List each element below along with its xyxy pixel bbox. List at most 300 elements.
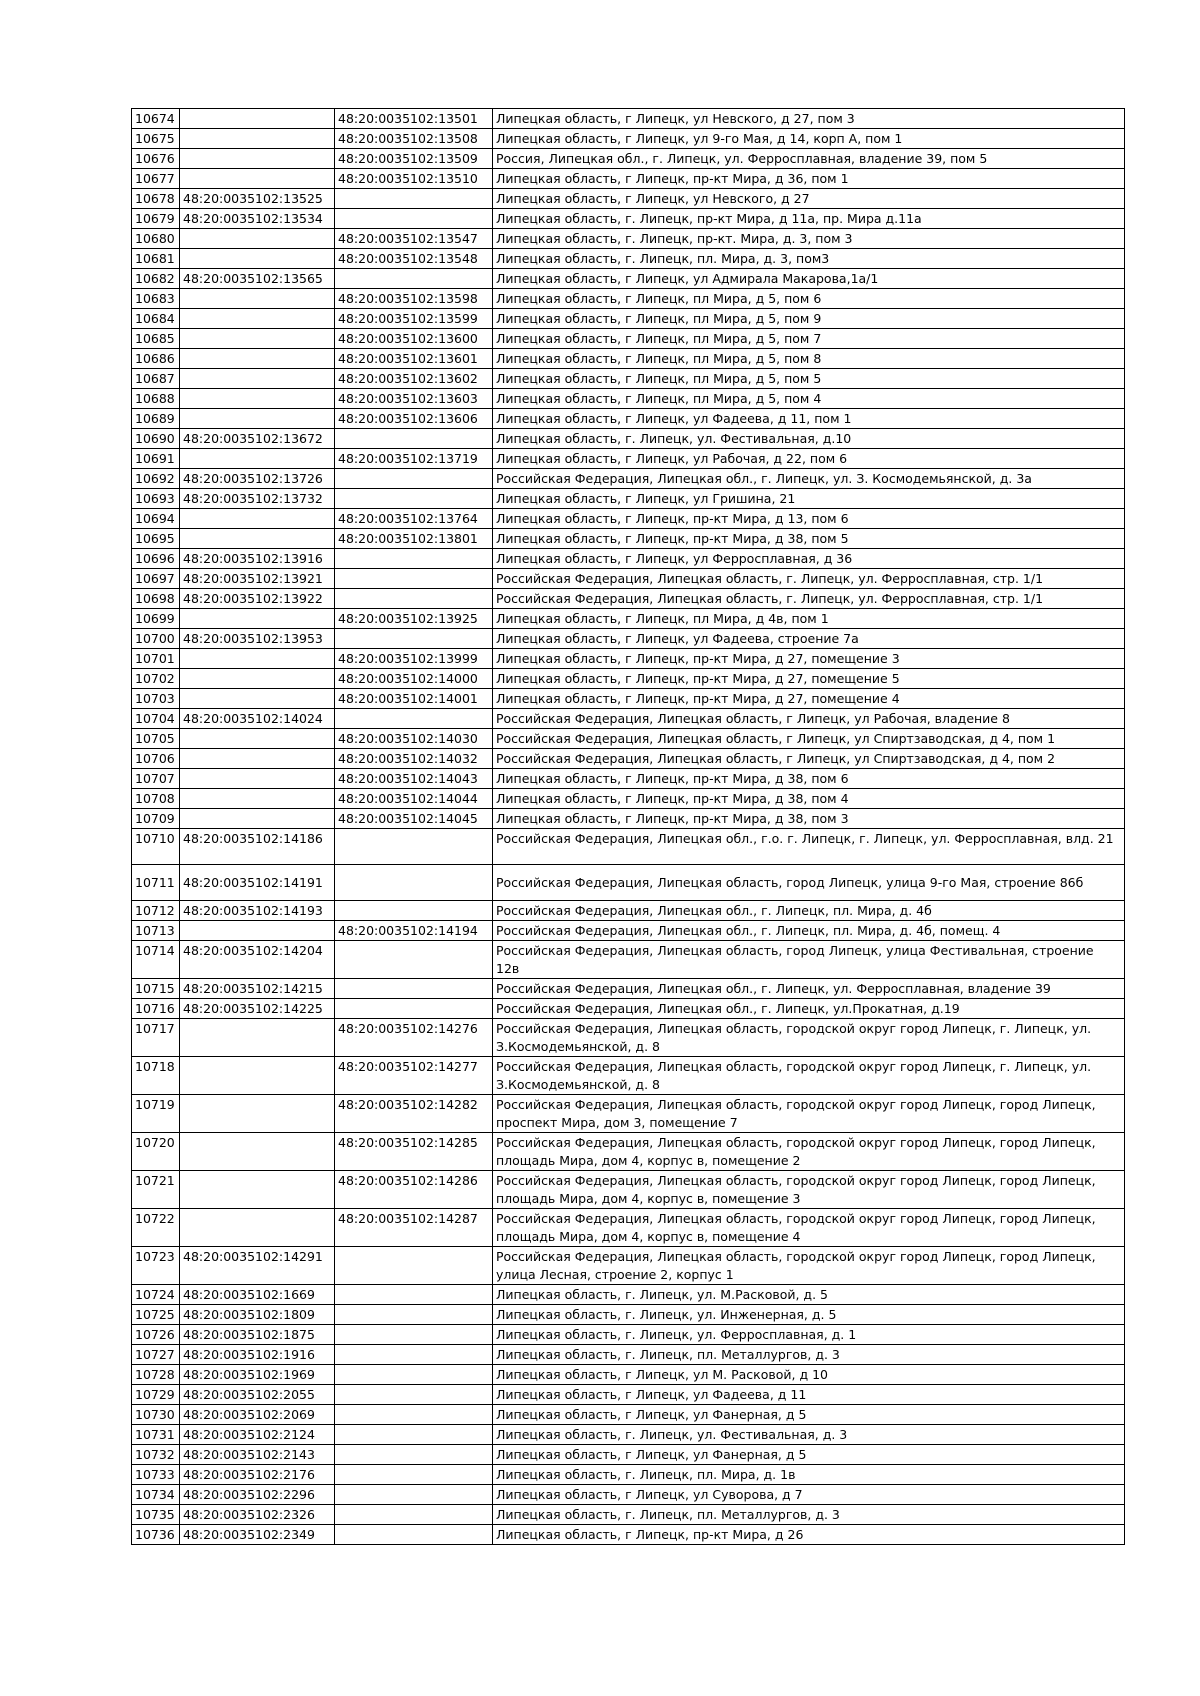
building-cadastral-number-cell (180, 789, 335, 809)
address-cell: Липецкая область, г Липецк, пр-кт Мира, д 27, помещение 3 (493, 649, 1125, 669)
premises-cadastral-number-cell: 48:20:0035102:13719 (335, 449, 493, 469)
building-cadastral-number-cell (180, 389, 335, 409)
premises-cadastral-number-cell: 48:20:0035102:14194 (335, 921, 493, 941)
building-cadastral-number-cell (180, 749, 335, 769)
property-registry-table (131, 108, 1125, 1545)
building-cadastral-number-cell (180, 149, 335, 169)
row-number-cell: 10694 (132, 509, 180, 529)
address-cell: Липецкая область, г Липецк, ул Рабочая, д 22, пом 6 (493, 449, 1125, 469)
address-cell: Липецкая область, г. Липецк, пл. Мира, д. 1в (493, 1465, 1125, 1485)
table-row (132, 999, 1125, 1019)
table-row (132, 549, 1125, 569)
table-row (132, 1247, 1125, 1285)
building-cadastral-number-cell: 48:20:0035102:14193 (180, 901, 335, 921)
row-number-cell: 10697 (132, 569, 180, 589)
address-cell: Липецкая область, г Липецк, ул Фанерная, д 5 (493, 1405, 1125, 1425)
premises-cadastral-number-cell (335, 1425, 493, 1445)
premises-cadastral-number-cell: 48:20:0035102:14277 (335, 1057, 493, 1095)
row-number-cell: 10696 (132, 549, 180, 569)
row-number-cell: 10732 (132, 1445, 180, 1465)
row-number-cell: 10695 (132, 529, 180, 549)
building-cadastral-number-cell (180, 309, 335, 329)
building-cadastral-number-cell: 48:20:0035102:1669 (180, 1285, 335, 1305)
premises-cadastral-number-cell (335, 429, 493, 449)
premises-cadastral-number-cell (335, 1405, 493, 1425)
address-cell: Российская Федерация, Липецкая обл., г. Липецк, ул.Прокатная, д.19 (493, 999, 1125, 1019)
table-row (132, 409, 1125, 429)
premises-cadastral-number-cell (335, 941, 493, 979)
address-cell: Липецкая область, г Липецк, пр-кт Мира, д 13, пом 6 (493, 509, 1125, 529)
building-cadastral-number-cell (180, 529, 335, 549)
building-cadastral-number-cell (180, 669, 335, 689)
premises-cadastral-number-cell (335, 999, 493, 1019)
table-row (132, 1345, 1125, 1365)
building-cadastral-number-cell: 48:20:0035102:13565 (180, 269, 335, 289)
premises-cadastral-number-cell: 48:20:0035102:14286 (335, 1171, 493, 1209)
row-number-cell: 10706 (132, 749, 180, 769)
row-number-cell: 10690 (132, 429, 180, 449)
premises-cadastral-number-cell: 48:20:0035102:13509 (335, 149, 493, 169)
premises-cadastral-number-cell: 48:20:0035102:13603 (335, 389, 493, 409)
row-number-cell: 10725 (132, 1305, 180, 1325)
building-cadastral-number-cell (180, 169, 335, 189)
building-cadastral-number-cell (180, 1209, 335, 1247)
address-cell: Российская Федерация, Липецкая область, г Липецк, ул Рабочая, владение 8 (493, 709, 1125, 729)
premises-cadastral-number-cell (335, 1505, 493, 1525)
table-row (132, 509, 1125, 529)
address-cell: Липецкая область, г Липецк, ул М. Расковой, д 10 (493, 1365, 1125, 1385)
premises-cadastral-number-cell: 48:20:0035102:13510 (335, 169, 493, 189)
row-number-cell: 10675 (132, 129, 180, 149)
address-cell: Липецкая область, г Липецк, ул Невского, д 27 (493, 189, 1125, 209)
row-number-cell: 10723 (132, 1247, 180, 1285)
table-row (132, 1485, 1125, 1505)
premises-cadastral-number-cell (335, 979, 493, 999)
address-cell: Липецкая область, г Липецк, ул Фадеева, строение 7а (493, 629, 1125, 649)
address-cell: Российская Федерация, Липецкая область, городской округ город Липецк, город Липецк, улица Лесная, строение 2, корпус 1 (493, 1247, 1125, 1285)
table-row (132, 941, 1125, 979)
address-cell: Российская Федерация, Липецкая область, город Липецк, улица 9-го Мая, строение 86б (493, 865, 1125, 901)
table-row (132, 209, 1125, 229)
table-row (132, 829, 1125, 865)
table-row (132, 1505, 1125, 1525)
address-cell: Липецкая область, г Липецк, ул Суворова, д 7 (493, 1485, 1125, 1505)
premises-cadastral-number-cell: 48:20:0035102:14282 (335, 1095, 493, 1133)
building-cadastral-number-cell: 48:20:0035102:14191 (180, 865, 335, 901)
table-row (132, 109, 1125, 129)
row-number-cell: 10721 (132, 1171, 180, 1209)
row-number-cell: 10679 (132, 209, 180, 229)
row-number-cell: 10715 (132, 979, 180, 999)
row-number-cell: 10703 (132, 689, 180, 709)
premises-cadastral-number-cell: 48:20:0035102:13599 (335, 309, 493, 329)
row-number-cell: 10724 (132, 1285, 180, 1305)
table-row (132, 389, 1125, 409)
premises-cadastral-number-cell: 48:20:0035102:13764 (335, 509, 493, 529)
table-row (132, 769, 1125, 789)
premises-cadastral-number-cell: 48:20:0035102:14032 (335, 749, 493, 769)
table-row (132, 369, 1125, 389)
row-number-cell: 10689 (132, 409, 180, 429)
row-number-cell: 10688 (132, 389, 180, 409)
address-cell: Российская Федерация, Липецкая обл., г. Липецк, пл. Мира, д. 4б (493, 901, 1125, 921)
address-cell: Российская Федерация, Липецкая область, город Липецк, улица Фестивальная, строение 12в (493, 941, 1125, 979)
building-cadastral-number-cell (180, 729, 335, 749)
address-cell: Липецкая область, г Липецк, пл Мира, д 5, пом 7 (493, 329, 1125, 349)
building-cadastral-number-cell (180, 109, 335, 129)
table-row (132, 289, 1125, 309)
address-cell: Липецкая область, г Липецк, ул Гришина, 21 (493, 489, 1125, 509)
address-cell: Липецкая область, г. Липецк, ул. Фестивальная, д.10 (493, 429, 1125, 449)
row-number-cell: 10728 (132, 1365, 180, 1385)
building-cadastral-number-cell (180, 349, 335, 369)
building-cadastral-number-cell (180, 289, 335, 309)
building-cadastral-number-cell: 48:20:0035102:13916 (180, 549, 335, 569)
table-row (132, 489, 1125, 509)
address-cell: Липецкая область, г Липецк, пл Мира, д 5, пом 6 (493, 289, 1125, 309)
building-cadastral-number-cell: 48:20:0035102:1875 (180, 1325, 335, 1345)
building-cadastral-number-cell (180, 369, 335, 389)
row-number-cell: 10704 (132, 709, 180, 729)
row-number-cell: 10730 (132, 1405, 180, 1425)
address-cell: Российская Федерация, Липецкая область, городской округ город Липецк, г. Липецк, ул. З.Космодемьянской, д. 8 (493, 1019, 1125, 1057)
table-row (132, 429, 1125, 449)
row-number-cell: 10683 (132, 289, 180, 309)
table-row (132, 901, 1125, 921)
row-number-cell: 10680 (132, 229, 180, 249)
table-row (132, 529, 1125, 549)
row-number-cell: 10729 (132, 1385, 180, 1405)
row-number-cell: 10716 (132, 999, 180, 1019)
premises-cadastral-number-cell (335, 1365, 493, 1385)
row-number-cell: 10677 (132, 169, 180, 189)
row-number-cell: 10710 (132, 829, 180, 865)
table-row (132, 789, 1125, 809)
premises-cadastral-number-cell: 48:20:0035102:13801 (335, 529, 493, 549)
address-cell: Липецкая область, г Липецк, пл Мира, д 4в, пом 1 (493, 609, 1125, 629)
address-cell: Липецкая область, г. Липецк, ул. Инженерная, д. 5 (493, 1305, 1125, 1325)
building-cadastral-number-cell: 48:20:0035102:13921 (180, 569, 335, 589)
table-row (132, 865, 1125, 901)
row-number-cell: 10676 (132, 149, 180, 169)
table-row (132, 1171, 1125, 1209)
row-number-cell: 10705 (132, 729, 180, 749)
premises-cadastral-number-cell (335, 1465, 493, 1485)
building-cadastral-number-cell: 48:20:0035102:2069 (180, 1405, 335, 1425)
building-cadastral-number-cell (180, 689, 335, 709)
building-cadastral-number-cell (180, 921, 335, 941)
table-row (132, 149, 1125, 169)
address-cell: Липецкая область, г Липецк, пл Мира, д 5, пом 9 (493, 309, 1125, 329)
table-row (132, 329, 1125, 349)
building-cadastral-number-cell: 48:20:0035102:14215 (180, 979, 335, 999)
table-row (132, 1305, 1125, 1325)
row-number-cell: 10684 (132, 309, 180, 329)
table-row (132, 309, 1125, 329)
premises-cadastral-number-cell (335, 1385, 493, 1405)
table-row (132, 1325, 1125, 1345)
address-cell: Липецкая область, г Липецк, пр-кт Мира, д 26 (493, 1525, 1125, 1545)
table-row (132, 1465, 1125, 1485)
premises-cadastral-number-cell (335, 1247, 493, 1285)
row-number-cell: 10726 (132, 1325, 180, 1345)
premises-cadastral-number-cell (335, 1285, 493, 1305)
premises-cadastral-number-cell: 48:20:0035102:14001 (335, 689, 493, 709)
row-number-cell: 10714 (132, 941, 180, 979)
address-cell: Липецкая область, г Липецк, пр-кт Мира, д 38, пом 4 (493, 789, 1125, 809)
premises-cadastral-number-cell (335, 549, 493, 569)
premises-cadastral-number-cell (335, 269, 493, 289)
building-cadastral-number-cell (180, 609, 335, 629)
building-cadastral-number-cell: 48:20:0035102:14186 (180, 829, 335, 865)
premises-cadastral-number-cell: 48:20:0035102:13602 (335, 369, 493, 389)
premises-cadastral-number-cell: 48:20:0035102:13547 (335, 229, 493, 249)
building-cadastral-number-cell (180, 1133, 335, 1171)
row-number-cell: 10718 (132, 1057, 180, 1095)
row-number-cell: 10717 (132, 1019, 180, 1057)
table-row (132, 749, 1125, 769)
building-cadastral-number-cell: 48:20:0035102:2176 (180, 1465, 335, 1485)
row-number-cell: 10731 (132, 1425, 180, 1445)
address-cell: Липецкая область, г Липецк, пр-кт Мира, д 27, помещение 4 (493, 689, 1125, 709)
address-cell: Липецкая область, г. Липецк, пл. Металлургов, д. 3 (493, 1505, 1125, 1525)
building-cadastral-number-cell: 48:20:0035102:14024 (180, 709, 335, 729)
row-number-cell: 10693 (132, 489, 180, 509)
address-cell: Липецкая область, г Липецк, пл Мира, д 5, пом 4 (493, 389, 1125, 409)
premises-cadastral-number-cell: 48:20:0035102:13598 (335, 289, 493, 309)
building-cadastral-number-cell (180, 249, 335, 269)
row-number-cell: 10736 (132, 1525, 180, 1545)
table-row (132, 1095, 1125, 1133)
address-cell: Липецкая область, г Липецк, пр-кт Мира, д 27, помещение 5 (493, 669, 1125, 689)
address-cell: Липецкая область, г Липецк, пл Мира, д 5, пом 8 (493, 349, 1125, 369)
premises-cadastral-number-cell: 48:20:0035102:14287 (335, 1209, 493, 1247)
address-cell: Липецкая область, г. Липецк, пр-кт Мира, д 11а, пр. Мира д.11а (493, 209, 1125, 229)
table-row (132, 1133, 1125, 1171)
building-cadastral-number-cell (180, 129, 335, 149)
table-row (132, 1019, 1125, 1057)
premises-cadastral-number-cell (335, 829, 493, 865)
premises-cadastral-number-cell: 48:20:0035102:13925 (335, 609, 493, 629)
address-cell: Липецкая область, г Липецк, пр-кт Мира, д 38, пом 5 (493, 529, 1125, 549)
address-cell: Российская Федерация, Липецкая область, городской округ город Липецк, город Липецк, площадь Мира, дом 4, корпус в, помещение 3 (493, 1171, 1125, 1209)
building-cadastral-number-cell (180, 1171, 335, 1209)
row-number-cell: 10713 (132, 921, 180, 941)
row-number-cell: 10702 (132, 669, 180, 689)
building-cadastral-number-cell: 48:20:0035102:13732 (180, 489, 335, 509)
building-cadastral-number-cell (180, 1019, 335, 1057)
premises-cadastral-number-cell (335, 629, 493, 649)
address-cell: Липецкая область, г Липецк, пр-кт Мира, д 36, пом 1 (493, 169, 1125, 189)
row-number-cell: 10678 (132, 189, 180, 209)
premises-cadastral-number-cell (335, 489, 493, 509)
table-row (132, 469, 1125, 489)
premises-cadastral-number-cell (335, 1325, 493, 1345)
premises-cadastral-number-cell (335, 901, 493, 921)
premises-cadastral-number-cell: 48:20:0035102:13999 (335, 649, 493, 669)
building-cadastral-number-cell: 48:20:0035102:2124 (180, 1425, 335, 1445)
table-row (132, 809, 1125, 829)
address-cell: Липецкая область, г Липецк, пл Мира, д 5, пом 5 (493, 369, 1125, 389)
row-number-cell: 10709 (132, 809, 180, 829)
row-number-cell: 10692 (132, 469, 180, 489)
row-number-cell: 10698 (132, 589, 180, 609)
premises-cadastral-number-cell (335, 569, 493, 589)
address-cell: Липецкая область, г Липецк, пр-кт Мира, д 38, пом 3 (493, 809, 1125, 829)
table-row (132, 189, 1125, 209)
building-cadastral-number-cell: 48:20:0035102:13922 (180, 589, 335, 609)
premises-cadastral-number-cell: 48:20:0035102:14045 (335, 809, 493, 829)
address-cell: Липецкая область, г. Липецк, пл. Металлургов, д. 3 (493, 1345, 1125, 1365)
address-cell: Липецкая область, г Липецк, ул Фанерная, д 5 (493, 1445, 1125, 1465)
row-number-cell: 10700 (132, 629, 180, 649)
address-cell: Липецкая область, г Липецк, пр-кт Мира, д 38, пом 6 (493, 769, 1125, 789)
premises-cadastral-number-cell (335, 1445, 493, 1465)
address-cell: Российская Федерация, Липецкая область, г Липецк, ул Спиртзаводская, д 4, пом 2 (493, 749, 1125, 769)
table-row (132, 1365, 1125, 1385)
address-cell: Липецкая область, г. Липецк, пл. Мира, д. 3, пом3 (493, 249, 1125, 269)
table-row (132, 1445, 1125, 1465)
row-number-cell: 10719 (132, 1095, 180, 1133)
row-number-cell: 10699 (132, 609, 180, 629)
table-row (132, 689, 1125, 709)
table-row (132, 1385, 1125, 1405)
premises-cadastral-number-cell: 48:20:0035102:13601 (335, 349, 493, 369)
row-number-cell: 10712 (132, 901, 180, 921)
building-cadastral-number-cell (180, 329, 335, 349)
building-cadastral-number-cell: 48:20:0035102:13525 (180, 189, 335, 209)
address-cell: Российская Федерация, Липецкая область, г Липецк, ул Спиртзаводская, д 4, пом 1 (493, 729, 1125, 749)
table-row (132, 129, 1125, 149)
premises-cadastral-number-cell (335, 209, 493, 229)
row-number-cell: 10674 (132, 109, 180, 129)
building-cadastral-number-cell: 48:20:0035102:13534 (180, 209, 335, 229)
address-cell: Российская Федерация, Липецкая область, городской округ город Липецк, город Липецк, проспект Мира, дом 3, помещение 7 (493, 1095, 1125, 1133)
table-row (132, 729, 1125, 749)
address-cell: Липецкая область, г Липецк, ул Фадеева, д 11 (493, 1385, 1125, 1405)
premises-cadastral-number-cell: 48:20:0035102:13548 (335, 249, 493, 269)
building-cadastral-number-cell: 48:20:0035102:2055 (180, 1385, 335, 1405)
row-number-cell: 10707 (132, 769, 180, 789)
table-row (132, 589, 1125, 609)
premises-cadastral-number-cell: 48:20:0035102:13606 (335, 409, 493, 429)
row-number-cell: 10722 (132, 1209, 180, 1247)
building-cadastral-number-cell: 48:20:0035102:2349 (180, 1525, 335, 1545)
premises-cadastral-number-cell (335, 709, 493, 729)
building-cadastral-number-cell: 48:20:0035102:1969 (180, 1365, 335, 1385)
premises-cadastral-number-cell: 48:20:0035102:14044 (335, 789, 493, 809)
address-cell: Липецкая область, г. Липецк, пр-кт. Мира, д. 3, пом 3 (493, 229, 1125, 249)
building-cadastral-number-cell (180, 809, 335, 829)
premises-cadastral-number-cell: 48:20:0035102:14276 (335, 1019, 493, 1057)
row-number-cell: 10681 (132, 249, 180, 269)
building-cadastral-number-cell: 48:20:0035102:1916 (180, 1345, 335, 1365)
address-cell: Липецкая область, г. Липецк, ул. Фестивальная, д. 3 (493, 1425, 1125, 1445)
address-cell: Российская Федерация, Липецкая обл., г. Липецк, ул. З. Космодемьянской, д. 3а (493, 469, 1125, 489)
table-row (132, 1209, 1125, 1247)
building-cadastral-number-cell: 48:20:0035102:2296 (180, 1485, 335, 1505)
premises-cadastral-number-cell (335, 189, 493, 209)
building-cadastral-number-cell: 48:20:0035102:14291 (180, 1247, 335, 1285)
row-number-cell: 10686 (132, 349, 180, 369)
row-number-cell: 10734 (132, 1485, 180, 1505)
table-row (132, 169, 1125, 189)
table-row (132, 449, 1125, 469)
building-cadastral-number-cell (180, 449, 335, 469)
building-cadastral-number-cell: 48:20:0035102:2326 (180, 1505, 335, 1525)
address-cell: Российская Федерация, Липецкая обл., г. Липецк, пл. Мира, д. 4б, помещ. 4 (493, 921, 1125, 941)
table-row (132, 979, 1125, 999)
table-row (132, 629, 1125, 649)
building-cadastral-number-cell (180, 1057, 335, 1095)
premises-cadastral-number-cell (335, 1485, 493, 1505)
row-number-cell: 10685 (132, 329, 180, 349)
row-number-cell: 10708 (132, 789, 180, 809)
premises-cadastral-number-cell: 48:20:0035102:13501 (335, 109, 493, 129)
premises-cadastral-number-cell (335, 1525, 493, 1545)
premises-cadastral-number-cell: 48:20:0035102:14000 (335, 669, 493, 689)
table-row (132, 269, 1125, 289)
row-number-cell: 10735 (132, 1505, 180, 1525)
table-row (132, 921, 1125, 941)
row-number-cell: 10711 (132, 865, 180, 901)
address-cell: Липецкая область, г Липецк, ул Невского, д 27, пом 3 (493, 109, 1125, 129)
building-cadastral-number-cell (180, 409, 335, 429)
premises-cadastral-number-cell: 48:20:0035102:13508 (335, 129, 493, 149)
address-cell: Российская Федерация, Липецкая область, городской округ город Липецк, г. Липецк, ул. З.Космодемьянской, д. 8 (493, 1057, 1125, 1095)
building-cadastral-number-cell (180, 229, 335, 249)
address-cell: Липецкая область, г. Липецк, ул. М.Расковой, д. 5 (493, 1285, 1125, 1305)
row-number-cell: 10701 (132, 649, 180, 669)
premises-cadastral-number-cell: 48:20:0035102:14043 (335, 769, 493, 789)
premises-cadastral-number-cell (335, 589, 493, 609)
address-cell: Российская Федерация, Липецкая область, городской округ город Липецк, город Липецк, площадь Мира, дом 4, корпус в, помещение 4 (493, 1209, 1125, 1247)
table-body (132, 109, 1125, 1545)
row-number-cell: 10733 (132, 1465, 180, 1485)
premises-cadastral-number-cell (335, 865, 493, 901)
building-cadastral-number-cell (180, 509, 335, 529)
address-cell: Российская Федерация, Липецкая обл., г. Липецк, ул. Ферросплавная, владение 39 (493, 979, 1125, 999)
address-cell: Российская Федерация, Липецкая область, г. Липецк, ул. Ферросплавная, стр. 1/1 (493, 589, 1125, 609)
row-number-cell: 10720 (132, 1133, 180, 1171)
building-cadastral-number-cell: 48:20:0035102:13953 (180, 629, 335, 649)
table-row (132, 349, 1125, 369)
row-number-cell: 10687 (132, 369, 180, 389)
building-cadastral-number-cell: 48:20:0035102:14225 (180, 999, 335, 1019)
address-cell: Липецкая область, г Липецк, ул Фадеева, д 11, пом 1 (493, 409, 1125, 429)
table-row (132, 1285, 1125, 1305)
premises-cadastral-number-cell (335, 469, 493, 489)
address-cell: Российская Федерация, Липецкая обл., г.о. г. Липецк, г. Липецк, ул. Ферросплавная, влд. 21 (493, 829, 1125, 865)
address-cell: Липецкая область, г Липецк, ул Ферросплавная, д 36 (493, 549, 1125, 569)
table-row (132, 1525, 1125, 1545)
table-row (132, 709, 1125, 729)
building-cadastral-number-cell (180, 769, 335, 789)
premises-cadastral-number-cell (335, 1345, 493, 1365)
premises-cadastral-number-cell: 48:20:0035102:14030 (335, 729, 493, 749)
building-cadastral-number-cell: 48:20:0035102:14204 (180, 941, 335, 979)
row-number-cell: 10691 (132, 449, 180, 469)
table-row (132, 669, 1125, 689)
row-number-cell: 10727 (132, 1345, 180, 1365)
building-cadastral-number-cell: 48:20:0035102:1809 (180, 1305, 335, 1325)
address-cell: Липецкая область, г Липецк, ул Адмирала Макарова,1а/1 (493, 269, 1125, 289)
table-row (132, 609, 1125, 629)
building-cadastral-number-cell: 48:20:0035102:13726 (180, 469, 335, 489)
building-cadastral-number-cell: 48:20:0035102:2143 (180, 1445, 335, 1465)
address-cell: Российская Федерация, Липецкая область, городской округ город Липецк, город Липецк, площадь Мира, дом 4, корпус в, помещение 2 (493, 1133, 1125, 1171)
premises-cadastral-number-cell: 48:20:0035102:14285 (335, 1133, 493, 1171)
